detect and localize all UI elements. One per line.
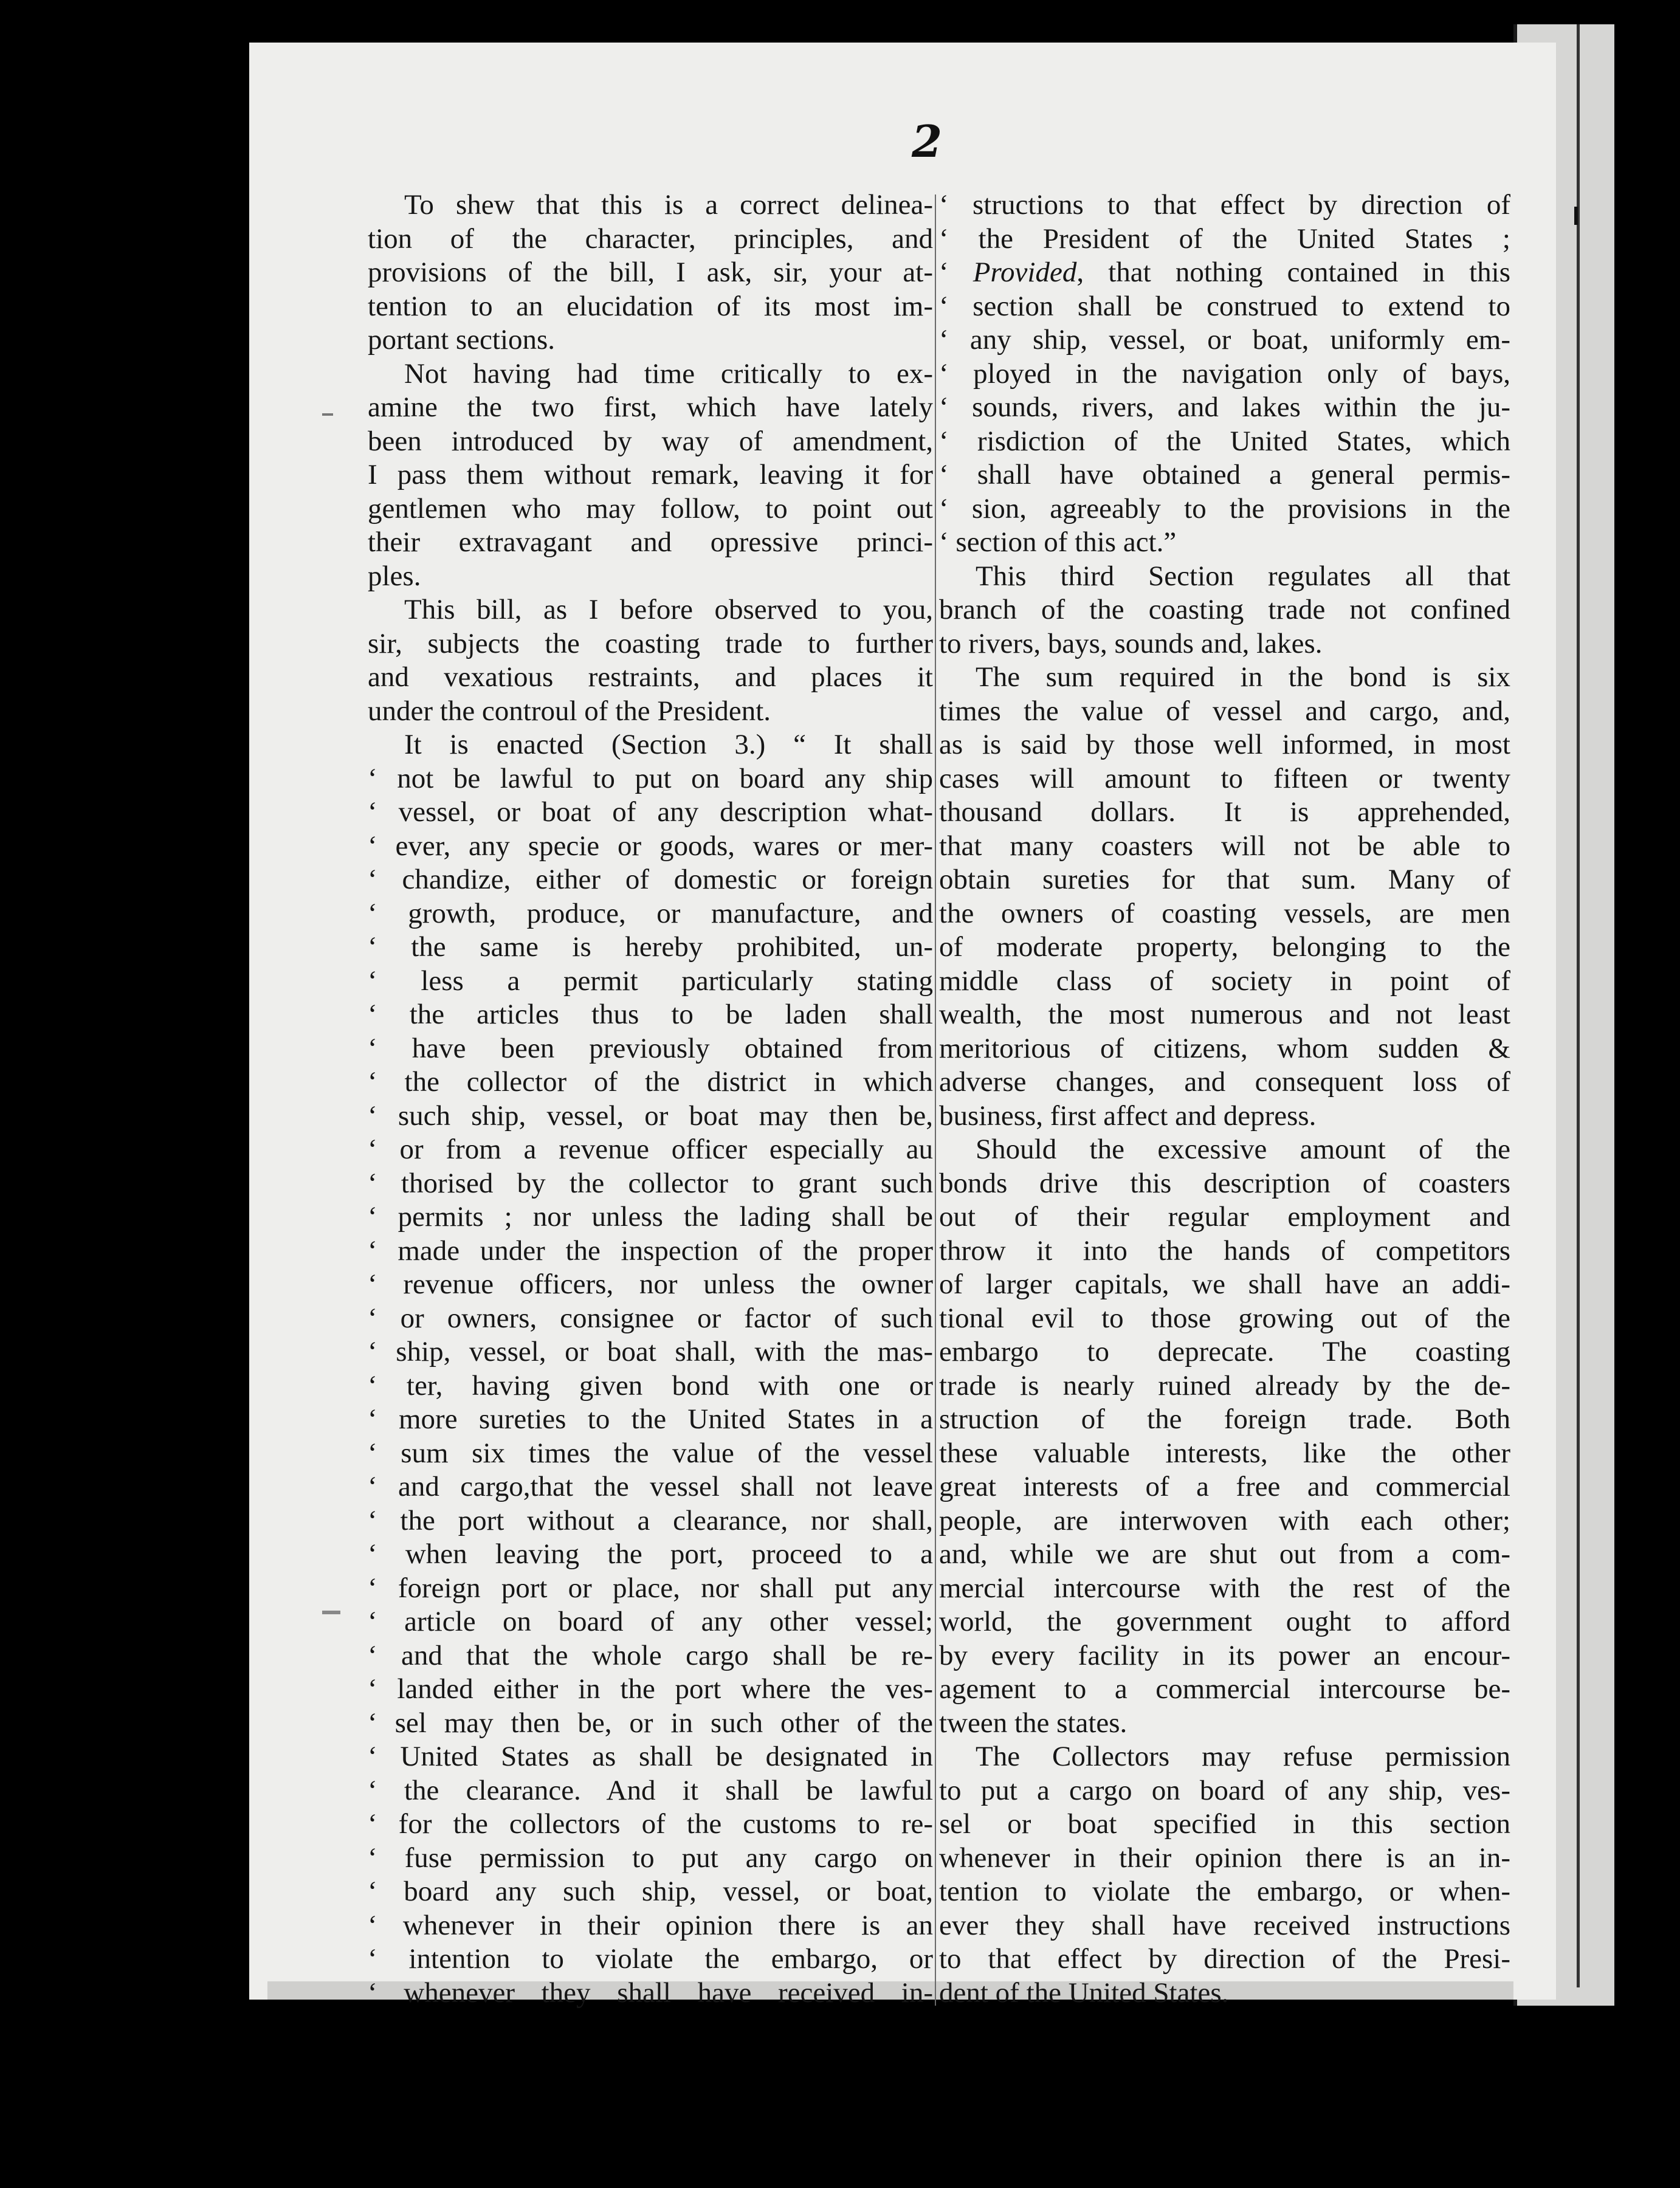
- text-line: that many coasters will not be able to: [939, 830, 1510, 862]
- text-line: ‘ sel may then be, or in such other of the: [368, 1707, 933, 1739]
- text-line: to rivers, bays, sounds and, lakes.: [939, 627, 1323, 659]
- text-line: sir, subjects the coasting trade to further: [368, 627, 933, 659]
- text-line: obtain sureties for that sum. Many of: [939, 864, 1510, 895]
- text-line: adverse changes, and consequent loss of: [939, 1066, 1510, 1098]
- text-line: ‘ sion, agreeably to the provisions in the: [939, 492, 1510, 525]
- text-line: embargo to deprecate. The coasting: [939, 1336, 1510, 1368]
- text-line: ‘ risdiction of the United States, which: [939, 425, 1510, 457]
- text-line: tention to violate the embargo, or when-: [939, 1876, 1510, 1907]
- text-line: ‘ sounds, rivers, and lakes within the ju-: [939, 391, 1510, 423]
- text-line: of moderate property, belonging to the: [939, 931, 1510, 963]
- column-divider: [935, 194, 936, 2006]
- text-line: cases will amount to fifteen or twenty: [939, 762, 1510, 794]
- text-line: of larger capitals, we shall have an addi-: [939, 1268, 1510, 1300]
- next-page-edge-line: [1577, 24, 1580, 1987]
- text-line: ‘ such ship, vessel, or boat may then be,: [368, 1099, 933, 1132]
- text-line: business, first affect and depress.: [939, 1099, 1317, 1132]
- text-line: ‘ board any such ship, vessel, or boat,: [368, 1876, 933, 1907]
- text-line: middle class of society in point of: [939, 965, 1510, 997]
- text-line: as is said by those well informed, in most: [939, 729, 1510, 760]
- text-line: trade is nearly ruined already by the de-: [939, 1369, 1510, 1402]
- text-line: mercial intercourse with the rest of the: [939, 1572, 1510, 1604]
- text-line: and, while we are shut out from a com-: [939, 1538, 1510, 1570]
- text-line: ‘ sum six times the value of the vessel: [368, 1437, 933, 1469]
- text-line: ‘ vessel, or boat of any description what-: [368, 796, 933, 828]
- text-line: branch of the coasting trade not confined: [939, 594, 1510, 625]
- text-line: these valuable interests, like the other: [939, 1437, 1510, 1469]
- text-line: great interests of a free and commercial: [939, 1471, 1510, 1502]
- text-line: ‘ ter, having given bond with one or: [368, 1369, 933, 1402]
- text-line: Should the excessive amount of the: [976, 1134, 1510, 1165]
- text-line: sel or boat specified in this section: [939, 1808, 1510, 1840]
- scan-speck: [1574, 207, 1578, 225]
- left-column: [368, 188, 933, 2010]
- text-line: and vexatious restraints, and places it: [368, 661, 933, 693]
- text-line: ‘ section shall be construed to extend to: [939, 290, 1510, 322]
- italic-word: Provided: [973, 256, 1077, 288]
- text-line: ‘ or from a revenue officer especially au: [368, 1134, 933, 1165]
- scan-speck: [322, 1611, 340, 1614]
- text-line: ‘ ship, vessel, or boat shall, with the mas-: [368, 1336, 933, 1368]
- text-line: thousand dollars. It is apprehended,: [939, 796, 1510, 828]
- text-line: ‘ the articles thus to be laden shall: [368, 999, 933, 1030]
- text-line: ‘ section of this act.”: [939, 526, 1177, 558]
- scan-speck: [322, 413, 333, 416]
- text-line: meritorious of citizens, whom sudden &: [939, 1032, 1510, 1064]
- text-line: The sum required in the bond is six: [976, 661, 1510, 693]
- text-line: under the controul of the President.: [368, 695, 771, 727]
- text-line: ‘ have been previously obtained from: [368, 1032, 933, 1064]
- text-line: ‘ growth, produce, or manufacture, and: [368, 897, 933, 929]
- text-line: been introduced by way of amendment,: [368, 425, 933, 457]
- text-line: ‘ the President of the United States ;: [939, 222, 1510, 255]
- text-line: tween the states.: [939, 1707, 1127, 1739]
- text-line: ‘ chandize, either of domestic or foreign: [368, 864, 933, 895]
- text-line: ‘ or owners, consignee or factor of such: [368, 1302, 933, 1334]
- text-line: the owners of coasting vessels, are men: [939, 897, 1510, 929]
- text-line: to that effect by direction of the Presi-: [939, 1943, 1510, 1975]
- text-line: portant sections.: [368, 324, 556, 356]
- text-line: agement to a commercial intercourse be-: [939, 1673, 1510, 1705]
- text-line: This third Section regulates all that: [976, 560, 1510, 592]
- text-line: provisions of the bill, I ask, sir, your at-: [368, 256, 933, 288]
- text-line: ‘ foreign port or place, nor shall put any: [368, 1572, 933, 1604]
- text-line: to put a cargo on board of any ship, ves-: [939, 1774, 1510, 1806]
- text-line: tion of the character, principles, and: [368, 222, 933, 255]
- text-line: ‘ revenue officers, nor unless the owner: [368, 1268, 933, 1300]
- text-line: tention to an elucidation of its most im-: [368, 290, 933, 322]
- text-line: ‘ United States as shall be designated in: [368, 1741, 933, 1772]
- text-line: dent of the United States.: [939, 1976, 1229, 2009]
- text-line: ‘ the collector of the district in which: [368, 1066, 933, 1098]
- text-line: ever they shall have received instructions: [939, 1909, 1510, 1941]
- text-line: ‘ landed either in the port where the ves-: [368, 1673, 933, 1705]
- text-line: ‘ article on board of any other vessel;: [368, 1606, 933, 1637]
- text-line: It is enacted (Section 3.) “ It shall: [404, 729, 933, 760]
- text-line: tional evil to those growing out of the: [939, 1302, 1510, 1334]
- text-line: their extravagant and opressive princi-: [368, 526, 933, 558]
- page-number: 2: [912, 115, 943, 167]
- text-line: times the value of vessel and cargo, and,: [939, 695, 1510, 727]
- text-line: ‘ ever, any specie or goods, wares or mer-: [368, 830, 933, 862]
- text-line: world, the government ought to afford: [939, 1606, 1510, 1637]
- text-line: wealth, the most numerous and not least: [939, 999, 1510, 1030]
- text-line: Not having had time critically to ex-: [404, 357, 933, 390]
- text-line: To shew that this is a correct delinea-: [404, 189, 933, 221]
- text-line: The Collectors may refuse permission: [976, 1741, 1510, 1772]
- text-line: ‘ any ship, vessel, or boat, uniformly em-: [939, 324, 1510, 356]
- text-line: ‘ whenever in their opinion there is an: [368, 1909, 933, 1941]
- text-line: throw it into the hands of competitors: [939, 1234, 1510, 1267]
- text-line: ‘ for the collectors of the customs to re-: [368, 1808, 933, 1840]
- text-line: ‘ intention to violate the embargo, or: [368, 1943, 933, 1975]
- right-column: [939, 188, 1510, 2010]
- text-line: by every facility in its power an encour-: [939, 1639, 1510, 1671]
- text-line: ‘ when leaving the port, proceed to a: [368, 1538, 933, 1570]
- text-line: ‘ shall have obtained a general permis-: [939, 459, 1510, 490]
- text-line: struction of the foreign trade. Both: [939, 1403, 1510, 1435]
- text-line: ‘ not be lawful to put on board any ship: [368, 762, 933, 794]
- text-line: amine the two first, which have lately: [368, 391, 933, 423]
- text-line: ‘ made under the inspection of the proper: [368, 1234, 933, 1267]
- text-line: This bill, as I before observed to you,: [404, 594, 933, 625]
- text-line: ‘ fuse permission to put any cargo on: [368, 1842, 933, 1874]
- text-line: ‘ thorised by the collector to grant such: [368, 1167, 933, 1199]
- text-line: whenever in their opinion there is an in-: [939, 1842, 1510, 1874]
- text-line: ‘ permits ; nor unless the lading shall be: [368, 1201, 933, 1233]
- text-line: ‘ Provided, that nothing contained in this: [939, 256, 1511, 288]
- text-line: out of their regular employment and: [939, 1201, 1510, 1233]
- text-line: ‘ ployed in the navigation only of bays,: [939, 357, 1510, 390]
- text-line: ples.: [368, 560, 421, 592]
- text-line: ‘ structions to that effect by direction of: [939, 189, 1510, 221]
- text-line: people, are interwoven with each other;: [939, 1504, 1510, 1536]
- text-line: ‘ the clearance. And it shall be lawful: [368, 1774, 933, 1806]
- text-line: ‘ less a permit particularly stating: [368, 965, 933, 997]
- text-line: ‘ and cargo,that the vessel shall not leave: [368, 1471, 933, 1502]
- text-line: ‘ more sureties to the United States in a: [368, 1403, 933, 1435]
- text-line: ‘ the port without a clearance, nor shall,: [368, 1504, 933, 1536]
- text-line: ‘ the same is hereby prohibited, un-: [368, 931, 933, 963]
- text-line: ‘ whenever they shall have received in-: [368, 1976, 933, 2009]
- text-line: I pass them without remark, leaving it for: [368, 459, 933, 490]
- text-line: ‘ and that the whole cargo shall be re-: [368, 1639, 933, 1671]
- text-line: gentlemen who may follow, to point out: [368, 492, 933, 525]
- text-line: bonds drive this description of coasters: [939, 1167, 1510, 1199]
